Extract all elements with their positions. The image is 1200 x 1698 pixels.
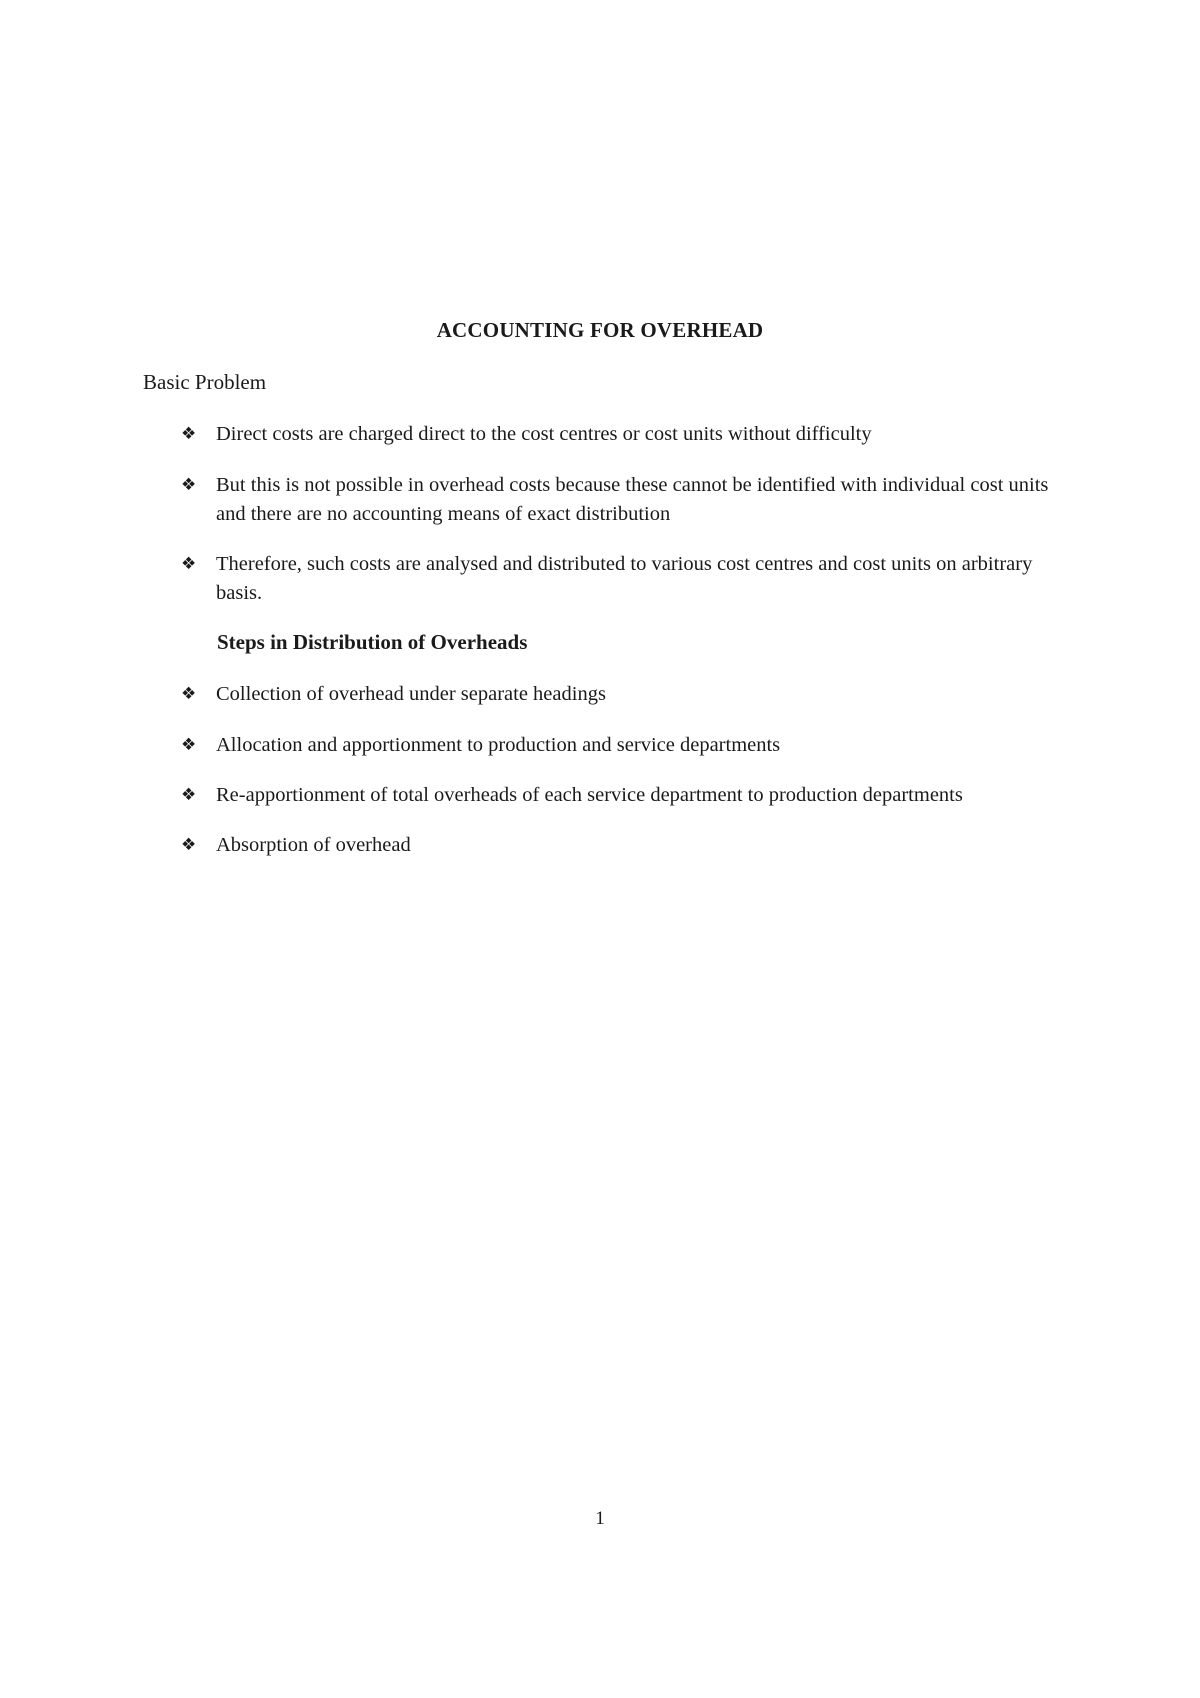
basic-problem-heading: Basic Problem [143,370,267,394]
steps-heading: Steps in Distribution of Overheads [217,630,528,654]
diamond-bullet-icon: ❖ [181,835,197,855]
diamond-bullet-icon: ❖ [181,735,197,755]
problem-point-1 [181,420,1081,449]
problem-point-3 [181,550,1081,608]
problem-point-text: Therefore, such costs are analysed and distributed to various cost centres and cost units on arbitrary basis. [216,553,1033,604]
step-item-text: Allocation and apportionment to production and service departments [216,734,781,756]
page-title: ACCOUNTING FOR OVERHEAD [436,318,764,342]
diamond-bullet-icon: ❖ [181,684,197,704]
page-number: 1 [595,1508,605,1529]
problem-point-text: Direct costs are charged direct to the cost centres or cost units without difficulty [216,423,872,445]
diamond-bullet-icon: ❖ [181,785,197,805]
step-item-4 [181,831,1081,860]
step-item-text: Absorption of overhead [216,834,411,856]
step-item-3 [181,781,1081,810]
step-item-1 [181,680,1081,709]
step-item-text: Re-apportionment of total overheads of each service department to production departments [216,784,963,806]
diamond-bullet-icon: ❖ [181,554,197,574]
problem-point-2 [181,471,1081,529]
diamond-bullet-icon: ❖ [181,475,197,495]
diamond-bullet-icon: ❖ [181,424,197,444]
step-item-text: Collection of overhead under separate headings [216,683,606,705]
problem-point-text: But this is not possible in overhead costs because these cannot be identified with individual cost units and there are no accounting means of exact distribution [216,474,1049,525]
step-item-2 [181,731,1081,760]
